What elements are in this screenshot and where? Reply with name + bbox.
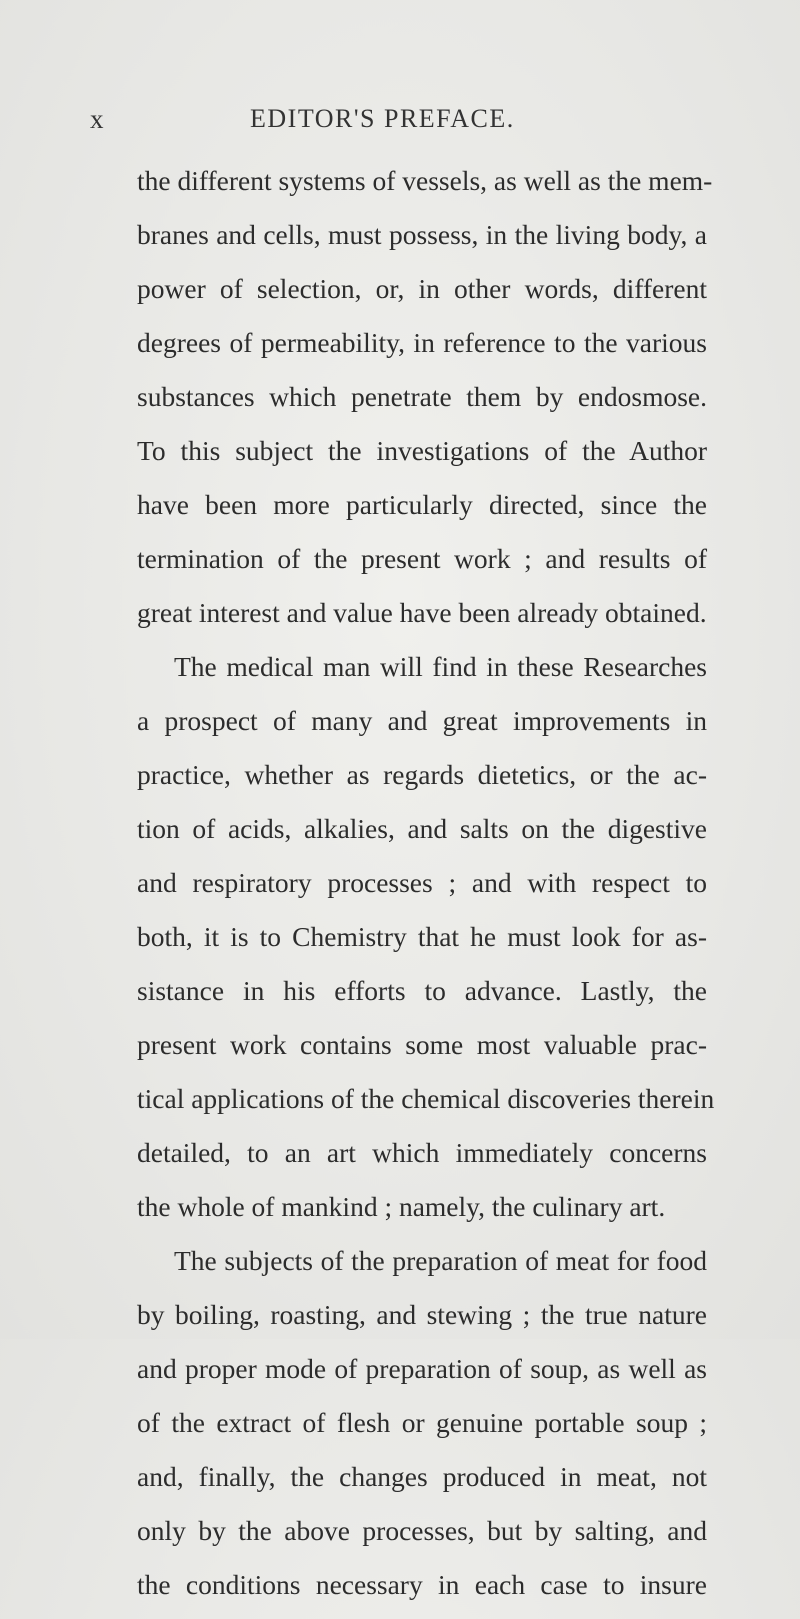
- text-line: of the extract of flesh or genuine portable soup ;: [137, 1407, 707, 1438]
- text-line: and, finally, the changes produced in meat, not: [137, 1461, 707, 1492]
- text-line: practice, whether as regards dietetics, or the ac-: [137, 759, 707, 790]
- text-line: termination of the present work ; and results of: [137, 543, 707, 574]
- text-line: only by the above processes, but by salting, and: [137, 1515, 707, 1546]
- running-head: [90, 104, 710, 140]
- text-line: detailed, to an art which immediately concerns: [137, 1137, 707, 1168]
- text-line: branes and cells, must possess, in the living body, a: [137, 219, 707, 250]
- text-line: the whole of mankind ; namely, the culinary art.: [137, 1191, 666, 1222]
- text-line: both, it is to Chemistry that he must look for as-: [137, 921, 707, 952]
- text-line: the conditions necessary in each case to insure: [137, 1569, 707, 1600]
- text-line: sistance in his efforts to advance. Lastly, the: [137, 975, 707, 1006]
- text-line: by boiling, roasting, and stewing ; the true nature: [137, 1299, 707, 1330]
- text-line: degrees of permeability, in reference to the various: [137, 327, 707, 358]
- text-line: have been more particularly directed, since the: [137, 489, 707, 520]
- text-line: To this subject the investigations of the Author: [137, 435, 707, 466]
- page-number: x: [90, 104, 105, 134]
- text-line: tical applications of the chemical discoveries therein: [137, 1083, 715, 1114]
- text-line: a prospect of many and great improvements in: [137, 705, 707, 736]
- text-line: substances which penetrate them by endosmose.: [137, 381, 707, 412]
- paragraph-first-line: The medical man will find in these Researches: [174, 651, 707, 682]
- paragraph-first-line: The subjects of the preparation of meat for food: [174, 1245, 707, 1276]
- text-line: and respiratory processes ; and with respect to: [137, 867, 707, 898]
- text-line: present work contains some most valuable prac-: [137, 1029, 707, 1060]
- body-text: [137, 161, 715, 1619]
- text-line: power of selection, or, in other words, different: [137, 273, 707, 304]
- text-line: and proper mode of preparation of soup, as well as: [137, 1353, 707, 1384]
- running-title: EDITOR'S PREFACE.: [250, 104, 515, 133]
- text-line: the different systems of vessels, as well as the mem-: [137, 165, 713, 196]
- text-line: great interest and value have been already obtained.: [137, 597, 707, 628]
- text-line: tion of acids, alkalies, and salts on the digestive: [137, 813, 707, 844]
